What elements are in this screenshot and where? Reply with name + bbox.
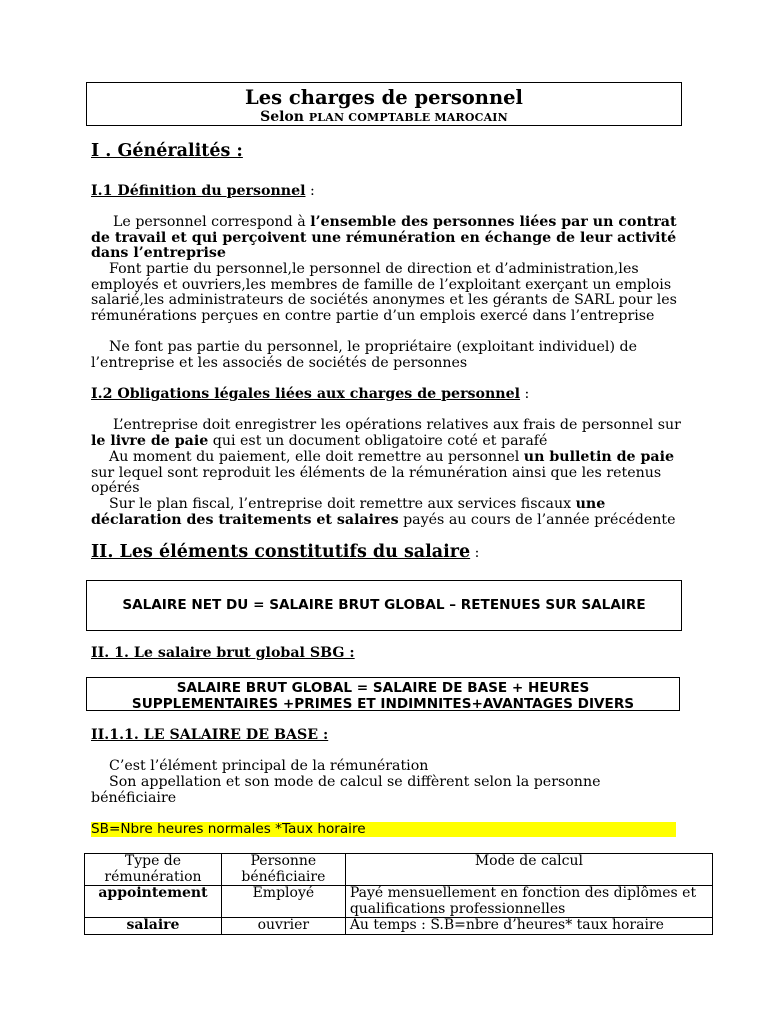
base-salary-definition: C’est l’élément principal de la rémunération — [109, 758, 429, 774]
subtitle-prefix: Selon — [260, 109, 309, 125]
gross-formula-line-1: SALAIRE BRUT GLOBAL = SALAIRE DE BASE + HEURES — [176, 680, 590, 696]
table-cell-calculation: Au temps : S.B=nbre d’heures* taux horaire — [345, 918, 712, 935]
gross-formula-line-2: SUPPLEMENTAIRES +PRIMES ET INDIMNITES+AVANTAGES DIVERS — [131, 696, 635, 712]
document-subtitle — [87, 110, 681, 125]
subsection-1-1-heading: I.1 Définition du personnel : — [91, 183, 315, 199]
payslip-paragraph: Au moment du paiement, elle doit remettre au personnel un bulletin de paie sur lequel sont reproduit les éléments de la rémunération ainsi que les retenus opérés — [91, 449, 675, 497]
included-personnel-paragraph: Font partie du personnel,le personnel de direction et d’administration,les employés et ouvriers,les membres de famille de l’exploitant exerçant un emplois salarié,les administrateurs de sociétés anonymes et les gérants de SARL pour les rémunérations perçues en contre partie d’un emplois exercé dans l’entreprise — [91, 261, 677, 324]
table-header-type: Type de rémunération — [85, 854, 222, 886]
subtitle-small-caps: PLAN COMPTABLE MAROCAIN — [308, 111, 508, 124]
section-2-heading: II. Les éléments constitutifs du salaire : — [91, 542, 480, 562]
section-1-heading: I . Généralités : — [91, 141, 243, 161]
document-title: Les charges de personnel — [245, 86, 523, 109]
definition-paragraph: Le personnel correspond à l’ensemble des personnes liées par un contrat de travail et qui perçoivent une rémunération en échange de leur activité dans l’entreprise — [91, 214, 677, 262]
table-cell-beneficiary: Employé — [221, 886, 345, 918]
table-row — [85, 886, 713, 918]
subsection-2-1-heading: II. 1. Le salaire brut global SBG : — [91, 645, 355, 661]
table-cell-type: salaire — [85, 918, 222, 935]
gross-salary-formula-box — [86, 677, 680, 711]
table-header-beneficiary: Personne bénéficiaire — [221, 854, 345, 886]
payroll-book-paragraph: L’entreprise doit enregistrer les opérations relatives aux frais de personnel sur le livre de paie qui est un document obligatoire coté et parafé — [91, 417, 681, 449]
subsection-2-1-1-heading: II.1.1. LE SALAIRE DE BASE : — [91, 727, 329, 743]
net-salary-formula-box: SALAIRE NET DU = SALAIRE BRUT GLOBAL – RETENUES SUR SALAIRE — [86, 580, 682, 631]
remuneration-table — [84, 853, 713, 935]
base-salary-formula-highlight: SB=Nbre heures normales *Taux horaire — [91, 822, 676, 837]
table-header-calculation: Mode de calcul — [345, 854, 712, 886]
title-box — [86, 82, 682, 126]
base-salary-naming: Son appellation et son mode de calcul se diffèrent selon la personne bénéficiaire — [91, 774, 601, 806]
table-cell-calculation: Payé mensuellement en fonction des diplômes et qualifications professionnelles — [345, 886, 712, 918]
excluded-personnel-paragraph: Ne font pas partie du personnel, le propriétaire (exploitant individuel) de l’entreprise et les associés de sociétés de personnes — [91, 339, 637, 371]
subsection-1-2-heading: I.2 Obligations légales liées aux charges de personnel : — [91, 386, 530, 402]
tax-declaration-paragraph: Sur le plan fiscal, l’entreprise doit remettre aux services fiscaux une déclaration des traitements et salaires payés au cours de l’année précédente — [91, 496, 676, 528]
table-cell-beneficiary: ouvrier — [221, 918, 345, 935]
table-header-row — [85, 854, 713, 886]
table-cell-type: appointement — [85, 886, 222, 918]
table-row — [85, 918, 713, 935]
